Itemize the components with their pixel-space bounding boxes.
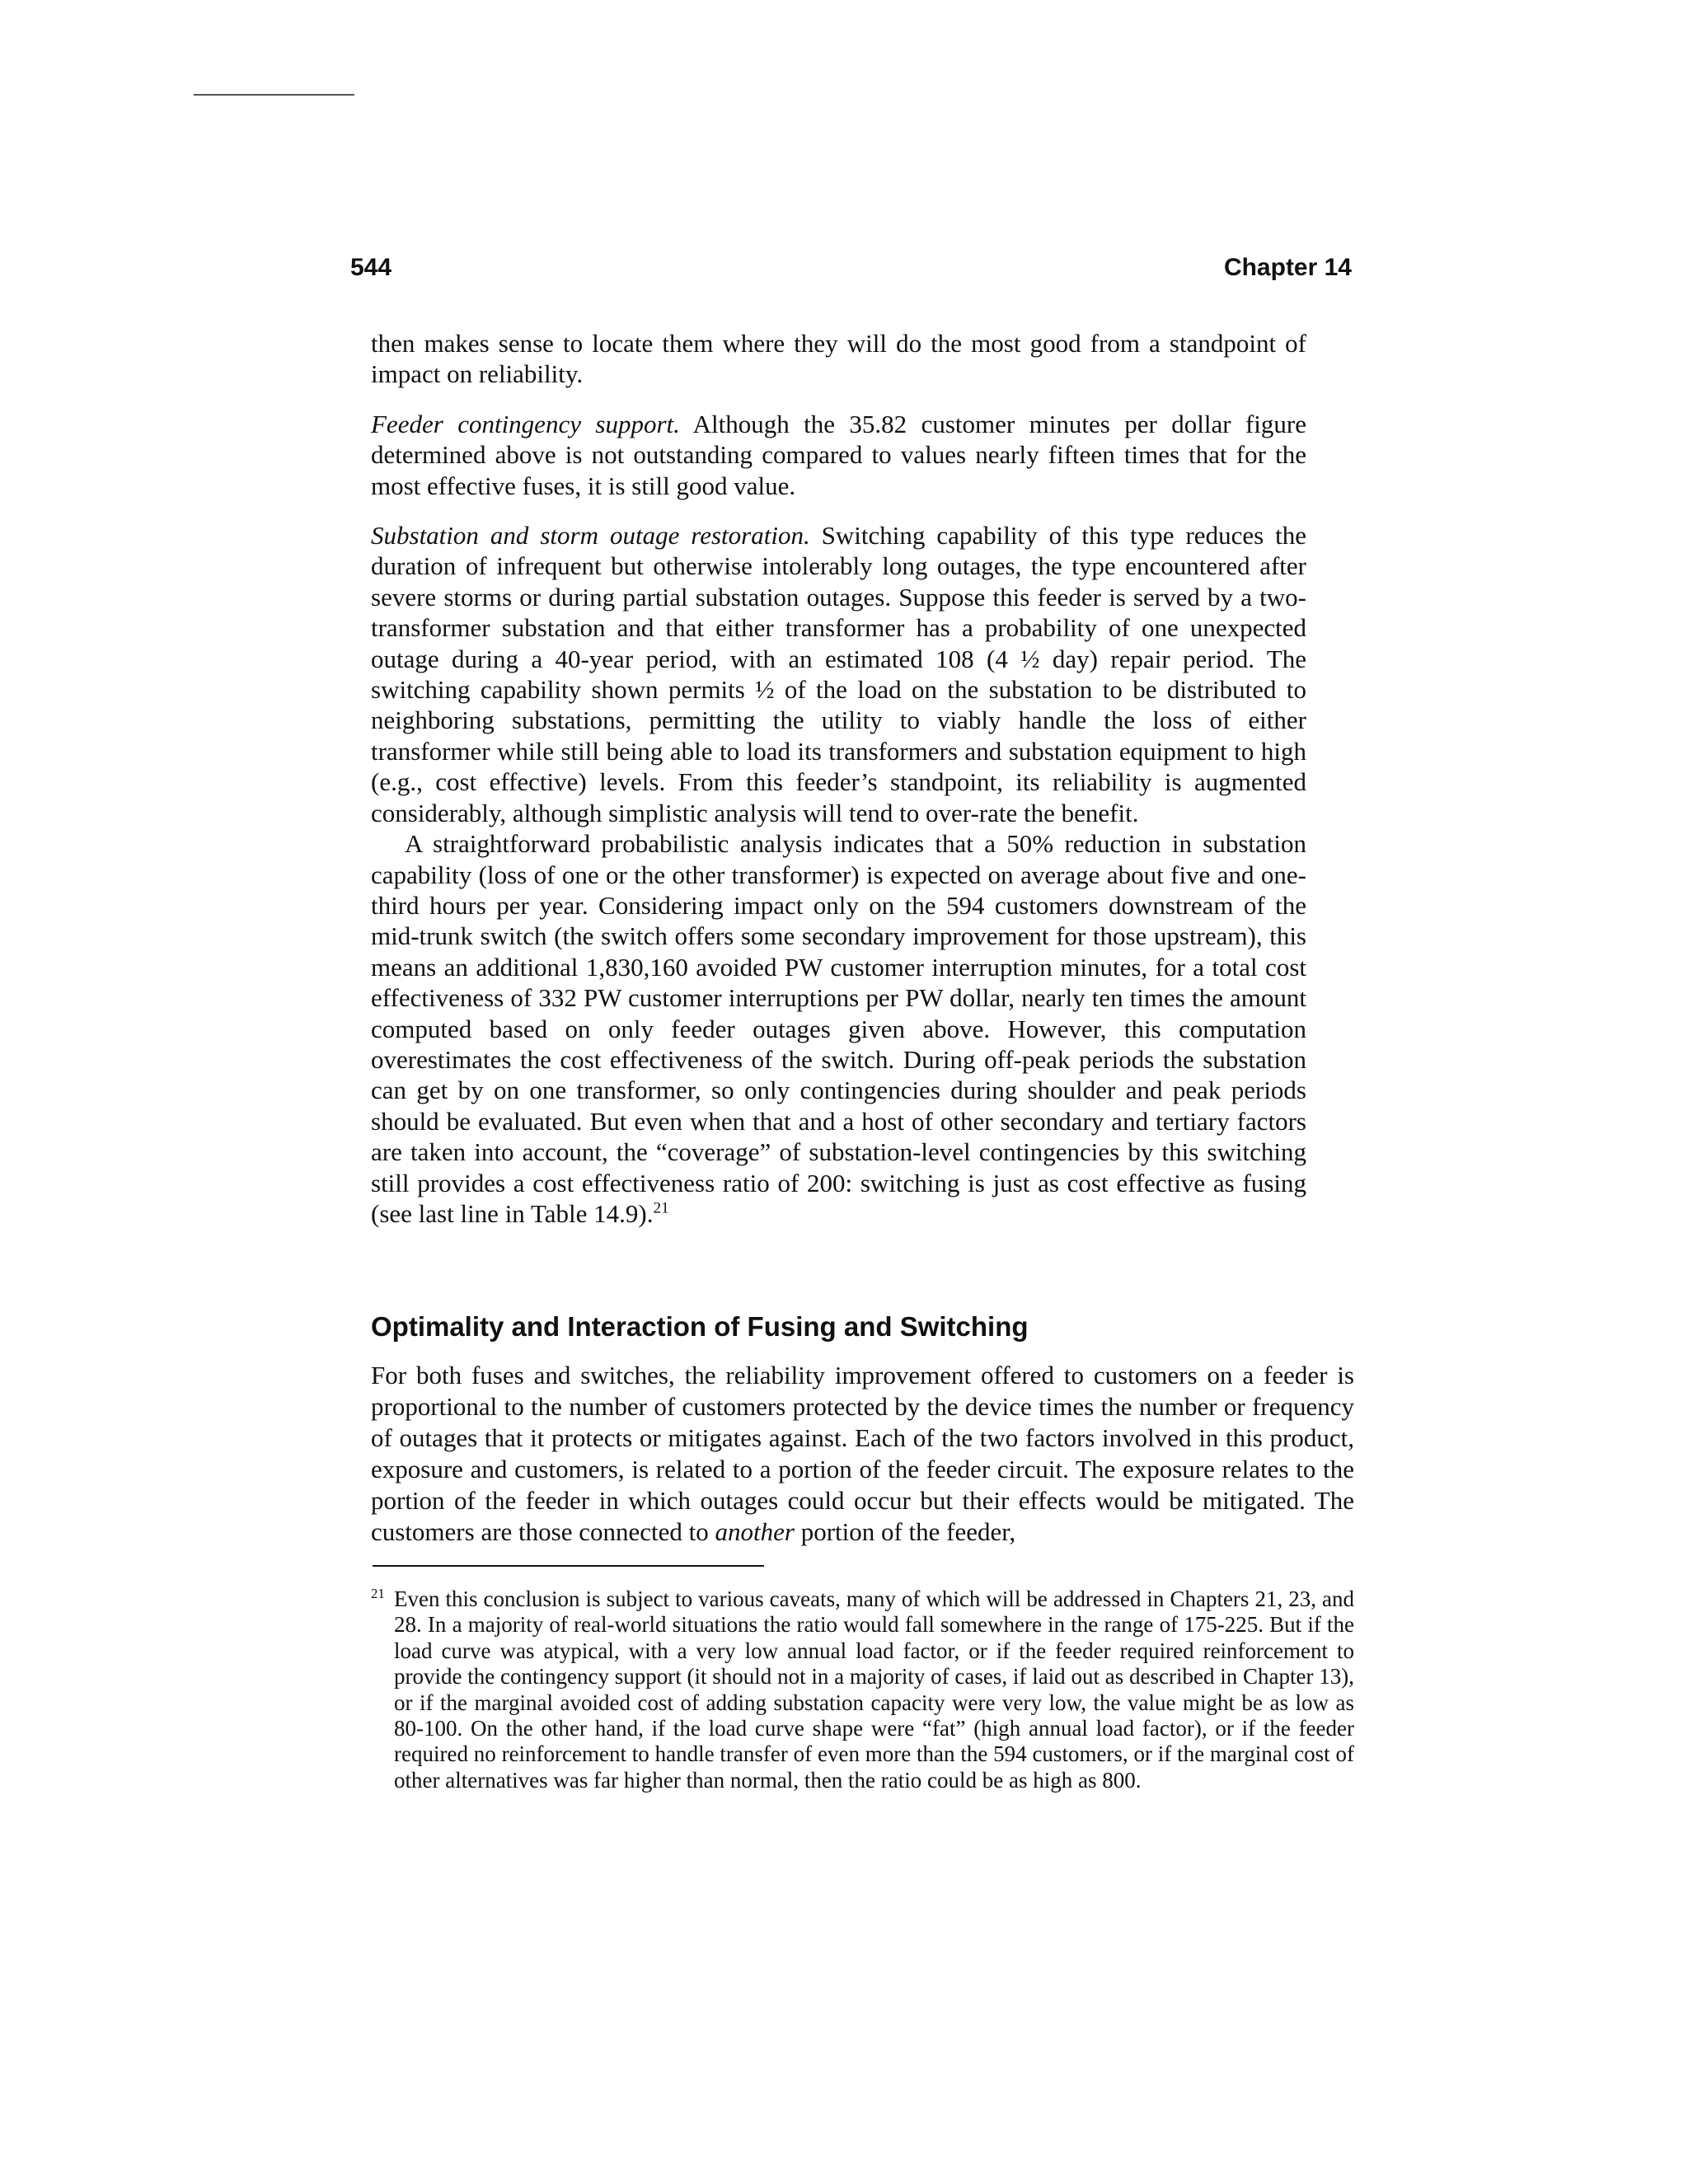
footnote-text: Even this conclusion is subject to various caveats, many of which will be addressed in Chapters 21, 23, and 28. In a majority of real-world situations the ratio would fall somewhere in the range of 175-225. But if the load curve was atypical, with a very low annual load factor, or if the feeder required reinforcement to provide the contingency support (it should not in a majority of cases, if laid out as described in Chapter 13), or if the marginal avoided cost of adding substation capacity were very low, the value might be as low as 80-100. On the other hand, if the load curve shape were “fat” (high annual load factor), or if the feeder required no reinforcement to handle transfer of even more than the 594 customers, or if the marginal cost of other alternatives was far higher than normal, then the ratio could be as high as 800.: [394, 1586, 1354, 1793]
chapter-title: Chapter 14: [1223, 254, 1352, 281]
run-in-heading: Feeder contingency support.: [371, 409, 680, 438]
section-paragraph: For both fuses and switches, the reliability improvement offered to customers on a feeder is proportional to the number of customers protected by the device times the number or frequency of outages that it protects or mitigates against. Each of the two factors involved in this product, exposure and customers, is related to a portion of the feeder circuit. The exposure relates to the portion of the feeder in which outages could occur but their effects would be mitigated. The customers are those connected to another portion of the feeder,: [371, 1361, 1354, 1546]
paragraph-feeder-contingency: Feeder contingency support. Although the 35.82 customer minutes per dollar figure determined above is not outstanding compared to values nearly fifteen times that for the most effective fuses, it is still good value.: [371, 409, 1307, 500]
footnote-number: 21: [371, 1586, 385, 1601]
paragraph-probabilistic-analysis: A straightforward probabilistic analysis indicates that a 50% reduction in substation capability (loss of one or the other transformer) is expected on average about five and one-third hours per year. Considering impact only on the 594 customers downstream of the mid-trunk switch (the switch offers some secondary improvement for those upstream), this means an additional 1,830,160 avoided PW customer interruption minutes, for a total cost effectiveness of 332 PW customer interruptions per PW dollar, nearly ten times the amount computed based on only feeder outages given above. However, this computation overestimates the cost effectiveness of the switch. During off-peak periods the substation can get by on one transformer, so only contingencies during shoulder and peak periods should be evaluated. But even when that and a host of other secondary and tertiary factors are taken into account, the “coverage” of substation-level contingencies by this switching still provides a cost effectiveness ratio of 200: switching is just as cost effective as fusing (see last line in Table 14.9).$^{21}$: [371, 829, 1306, 1228]
paragraph-continuation: then makes sense to locate them where they will do the most good from a standpoint of impact on reliability.: [371, 329, 1306, 389]
run-in-heading: Substation and storm outage restoration.: [371, 521, 810, 551]
page-number: 544: [350, 254, 392, 281]
paragraph-substation-restoration: Substation and storm outage restoration. Switching capability of this type reduces the duration of infrequent but otherwise intolerably long outages, the type encountered after severe storms or during partial substation outages. Suppose this feeder is served by a two-transformer substation and that either transformer has a probability of one unexpected outage during a 40-year period, with an estimated 108 (4 ½ day) repair period. The switching capability shown permits ½ of the load on the substation to be distributed to neighboring substations, permitting the utility to viably handle the loss of either transformer while still being able to load its transformers and substation equipment to high (e.g., cost effective) levels. From this feeder’s standpoint, its reliability is augmented considerably, although simplistic analysis will tend to over-rate the benefit.: [371, 521, 1307, 827]
footnote-divider: [373, 1565, 764, 1567]
main-body: [371, 328, 1306, 1229]
emphasis-word: another: [715, 1517, 795, 1546]
section-heading: Optimality and Interaction of Fusing and Switching: [371, 1311, 1029, 1342]
scan-artifact-line: [194, 94, 354, 96]
footnote-reference[interactable]: 21: [653, 1199, 669, 1217]
footnote: [371, 1586, 1354, 1793]
